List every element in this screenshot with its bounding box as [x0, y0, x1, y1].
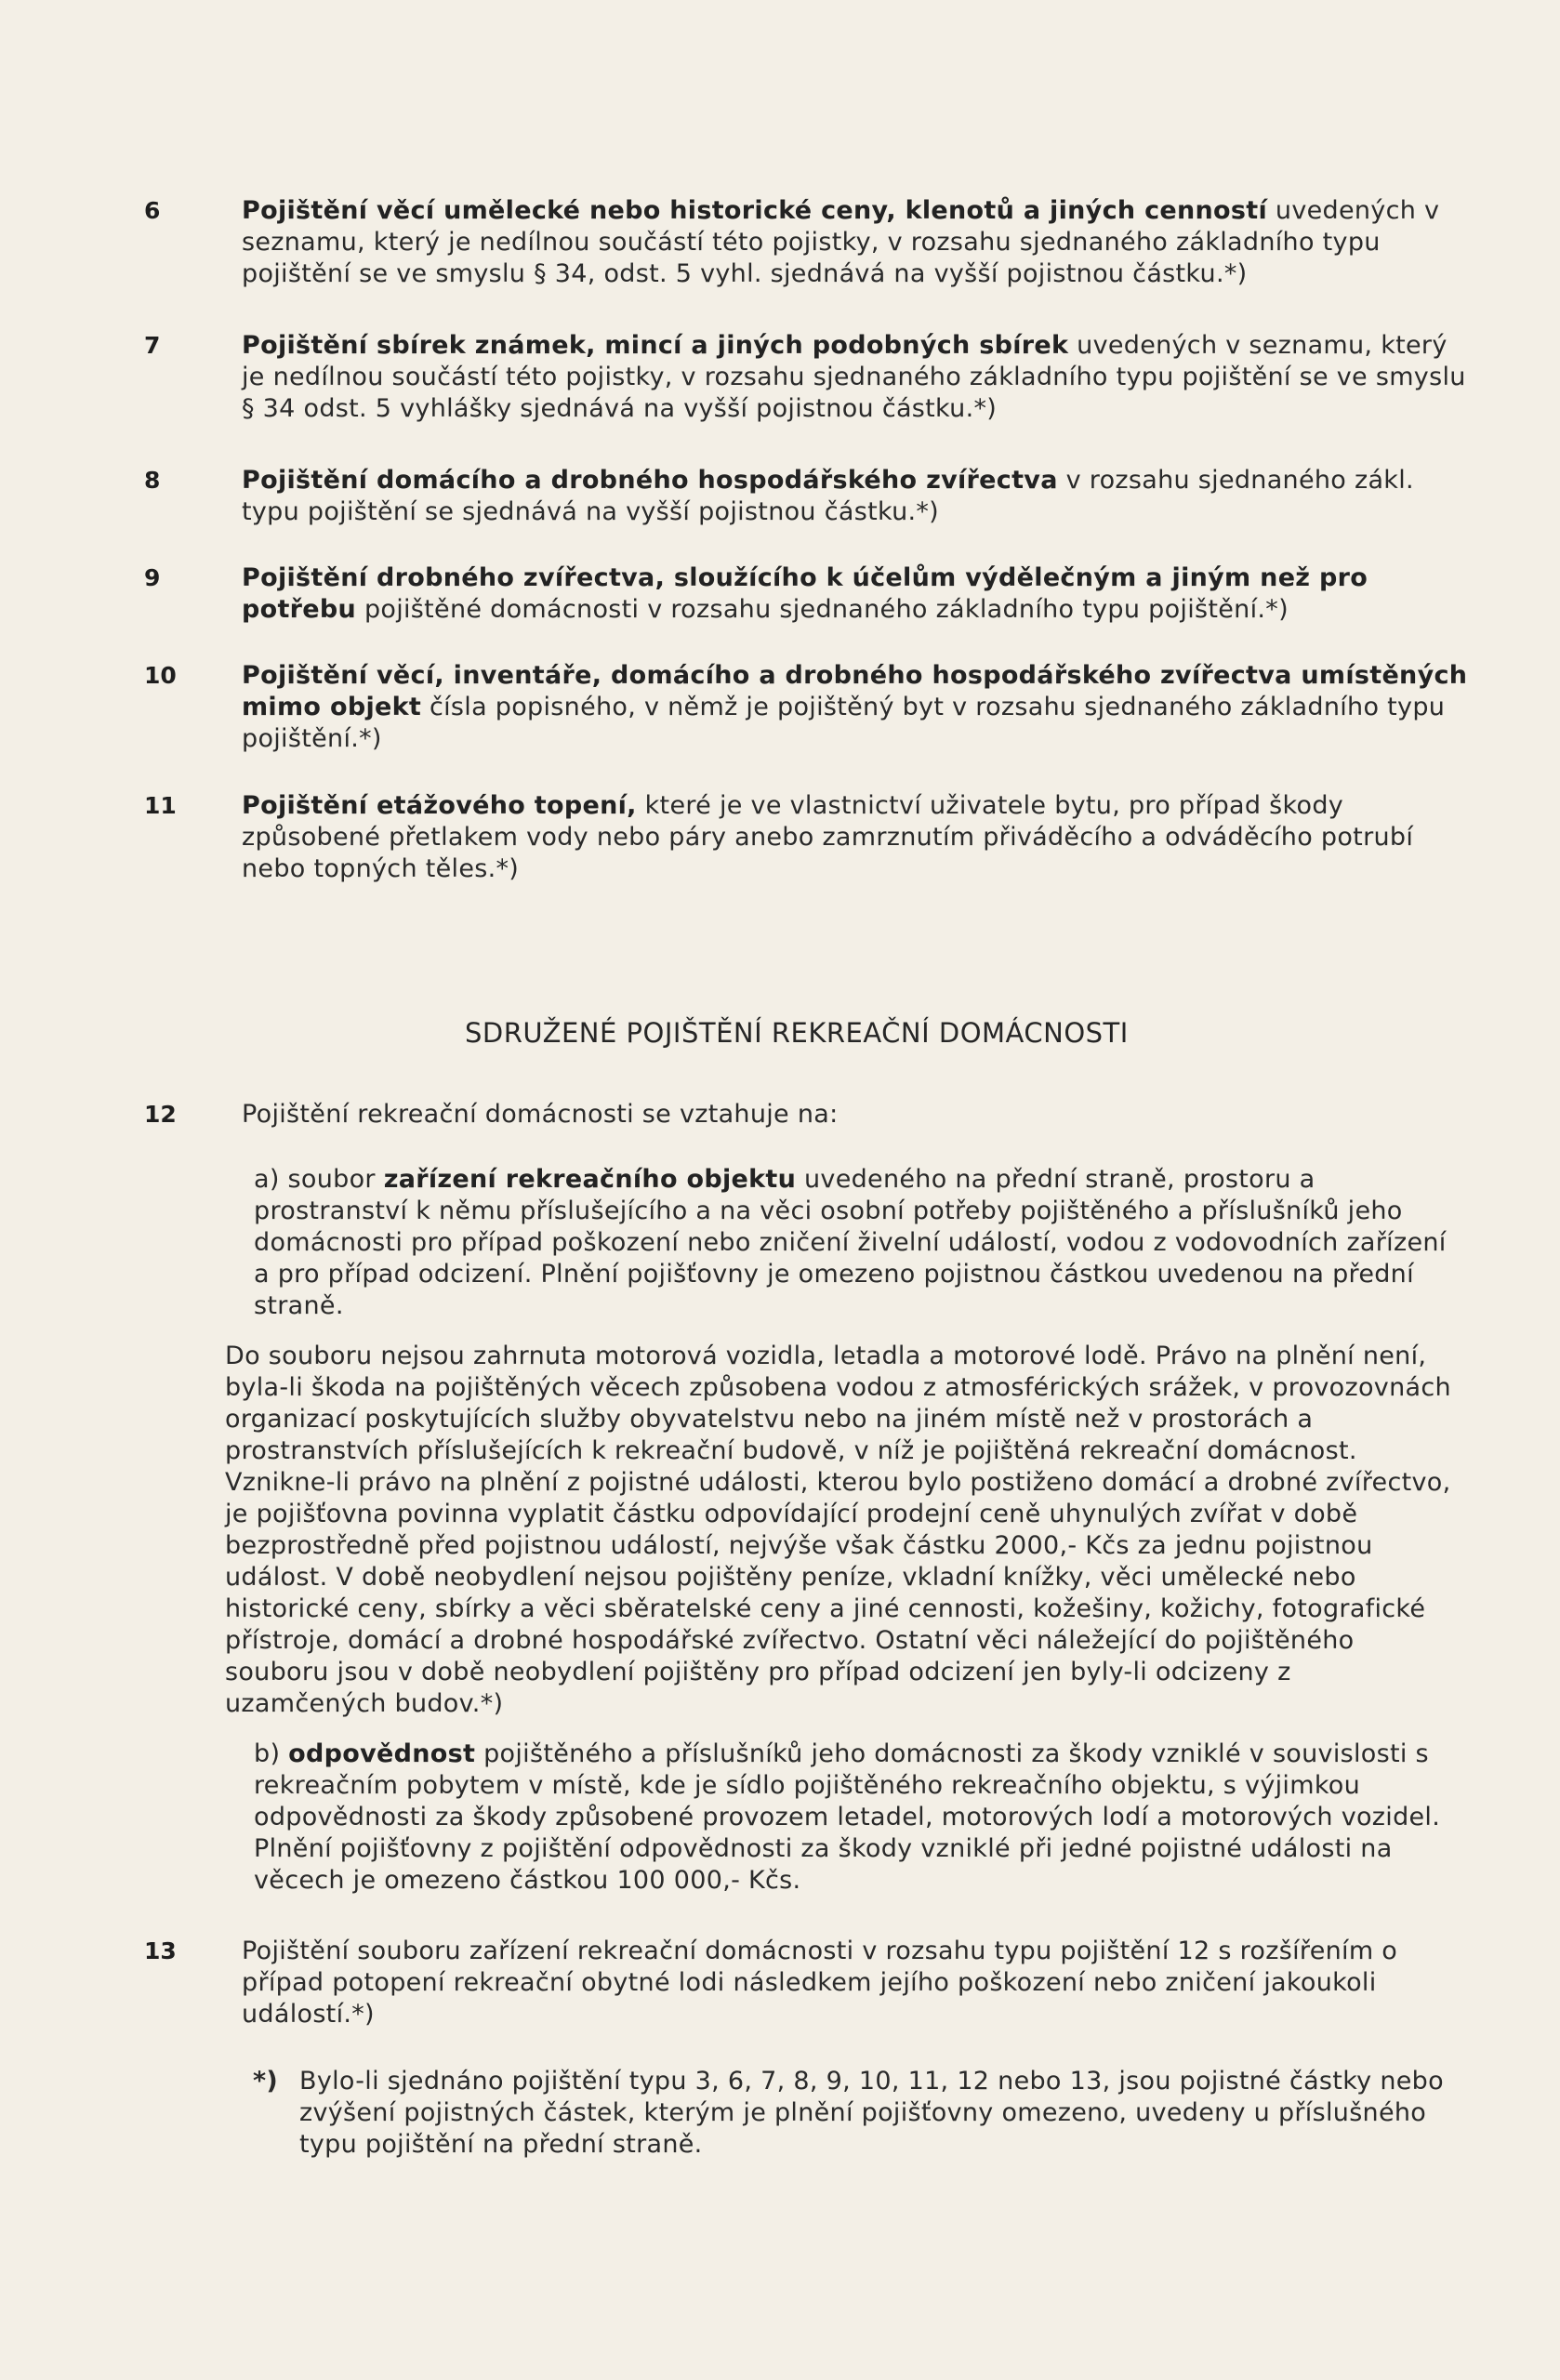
- subpoint-text: uvedeného na přední straně, prostoru a prostranství k němu příslušejícího a na věci osobní potřeby pojištěného a příslušníků jeho domácnosti pro případ poškození nebo zničení živelní událostí, vodou z vodovodních zařízení a pro případ odcizení. Plnění pojišťovny je omezeno pojistnou částkou uvedenou na přední straně.: [254, 1165, 1447, 1320]
- subpoint-prefix: b): [254, 1739, 289, 1768]
- item-continuation: které je ve vlastnictví uživatele bytu, pro případ škody způsobené přetlakem vody nebo páry anebo zamrznutím přiváděcího a odváděcího potrubí nebo topných těles.*): [242, 791, 1414, 883]
- item-bold-lead: Pojištění věcí umělecké nebo historické ceny, klenotů a jiných cenností: [242, 196, 1268, 225]
- subpoint-prefix: a) soubor: [254, 1165, 384, 1194]
- item-continuation: pojištěné domácnosti v rozsahu sjednaného základního typu pojištění.*): [356, 595, 1289, 624]
- item-number: 12: [144, 1101, 177, 1128]
- item-bold-lead: Pojištění domácího a drobného hospodářského zvířectva: [242, 466, 1058, 495]
- item-text: [242, 330, 1474, 425]
- item-number: 6: [144, 197, 161, 224]
- item-bold-lead: Pojištění věcí, inventáře, domácího a drobného hospodářského zvířectva umístěných mimo objekt: [242, 661, 1468, 721]
- item-12-subpoint-b: [254, 1739, 1458, 1897]
- item-bold-lead: Pojištění etážového topení,: [242, 791, 637, 820]
- item-bold-lead: Pojištění drobného zvířectva, sloužícího k účelům výdělečným a jiným než pro potřebu: [242, 563, 1368, 624]
- item-number: 13: [144, 1937, 177, 1964]
- item-number: 11: [144, 792, 177, 819]
- item-text: [242, 790, 1474, 885]
- item-text: [242, 195, 1474, 290]
- item-text: Pojištění souboru zařízení rekreační domácnosti v rozsahu typu pojištění 12 s rozšířením o případ potopení rekreační obytné lodi následkem jejího poškození nebo zničení jakoukoli událostí.*): [242, 1937, 1398, 2029]
- item-12-subpoint-a: [254, 1164, 1458, 1322]
- item-12-subpoint-a-paragraph-2: Do souboru nejsou zahrnuta motorová vozidla, letadla a motorové lodě. Právo na plnění není, byla-li škoda na pojištěných věcech způsobena vodou z atmosférických srážek, v provozovnách organizací poskytujících služby obyvatelstvu nebo na jiném místě než v prostorách a prostranstvích příslušejících k rekreační budově, v níž je pojištěná rekreační domácnost. Vznikne-li právo na plnění z pojistné události, kterou bylo postiženo domácí a drobné zvířectvo, je pojišťovna povinna vyplatit částku odpovídající prodejní ceně uhynulých zvířat v době bezprostředně před pojistnou událostí, nejvýše však částku 2000,- Kčs za jednu pojistnou událost. V době neobydlení nejsou pojištěny peníze, vkladní knížky, věci umělecké nebo historické ceny, sbírky a věci sběratelské ceny a jiné cennosti, kožešiny, kožichy, fotografické přístroje, domácí a drobné hospodářské zvířectvo. Ostatní věci náležející do pojištěného souboru jsou v době neobydlení pojištěny pro případ odcizení jen byly-li odcizeny z uzamčených budov.*): [225, 1342, 1451, 1718]
- item-continuation: uvedených v seznamu, který je nedílnou součástí této pojistky, v rozsahu sjednaného základního typu pojištění se ve smyslu § 34 odst. 5 vyhlášky sjednává na vyšší pojistnou částku.*): [242, 331, 1466, 423]
- subpoint-bold: zařízení rekreačního objektu: [383, 1165, 797, 1194]
- item-text: [242, 660, 1474, 755]
- item-number: 10: [144, 662, 177, 689]
- item-text: [242, 562, 1474, 626]
- item-number: 8: [144, 467, 161, 494]
- footnote-mark: *): [253, 2067, 279, 2096]
- footnote-text: Bylo-li sjednáno pojištění typu 3, 6, 7, 8, 9, 10, 11, 12 nebo 13, jsou pojistné částky nebo zvýšení pojistných částek, kterým je plnění pojišťovny omezeno, uvedeny u příslušného typu pojištění na přední straně.: [299, 2067, 1444, 2159]
- section-title: SDRUŽENÉ POJIŠTĚNÍ REKREAČNÍ DOMÁCNOSTI: [465, 1017, 1129, 1049]
- item-number: 7: [144, 332, 161, 359]
- subpoint-text: pojištěného a příslušníků jeho domácnosti za škody vzniklé v souvislosti s rekreačním pobytem v místě, kde je sídlo pojištěného rekreačního objektu, s výjimkou odpovědnosti za škody způsobené provozem letadel, motorových lodí a motorových vozidel. Plnění pojišťovny z pojištění odpovědnosti za škody vzniklé při jedné pojistné události na věcech je omezeno částkou 100 000,- Kčs.: [254, 1739, 1441, 1895]
- item-bold-lead: Pojištění sbírek známek, mincí a jiných podobných sbírek: [242, 331, 1069, 360]
- item-continuation: čísla popisného, v němž je pojištěný byt v rozsahu sjednaného základního typu pojištění.*): [242, 693, 1446, 753]
- item-continuation: v rozsahu sjednaného zákl. typu pojištění se sjednává na vyšší pojistnou částku.*): [242, 466, 1414, 526]
- item-text: [242, 465, 1474, 528]
- item-continuation: uvedených v seznamu, který je nedílnou součástí této pojistky, v rozsahu sjednaného základního typu pojištění se ve smyslu § 34, odst. 5 vyhl. sjednává na vyšší pojistnou částku.*): [242, 196, 1440, 288]
- item-text: Pojištění rekreační domácnosti se vztahuje na:: [242, 1100, 839, 1129]
- subpoint-bold: odpovědnost: [288, 1739, 476, 1768]
- item-number: 9: [144, 564, 161, 591]
